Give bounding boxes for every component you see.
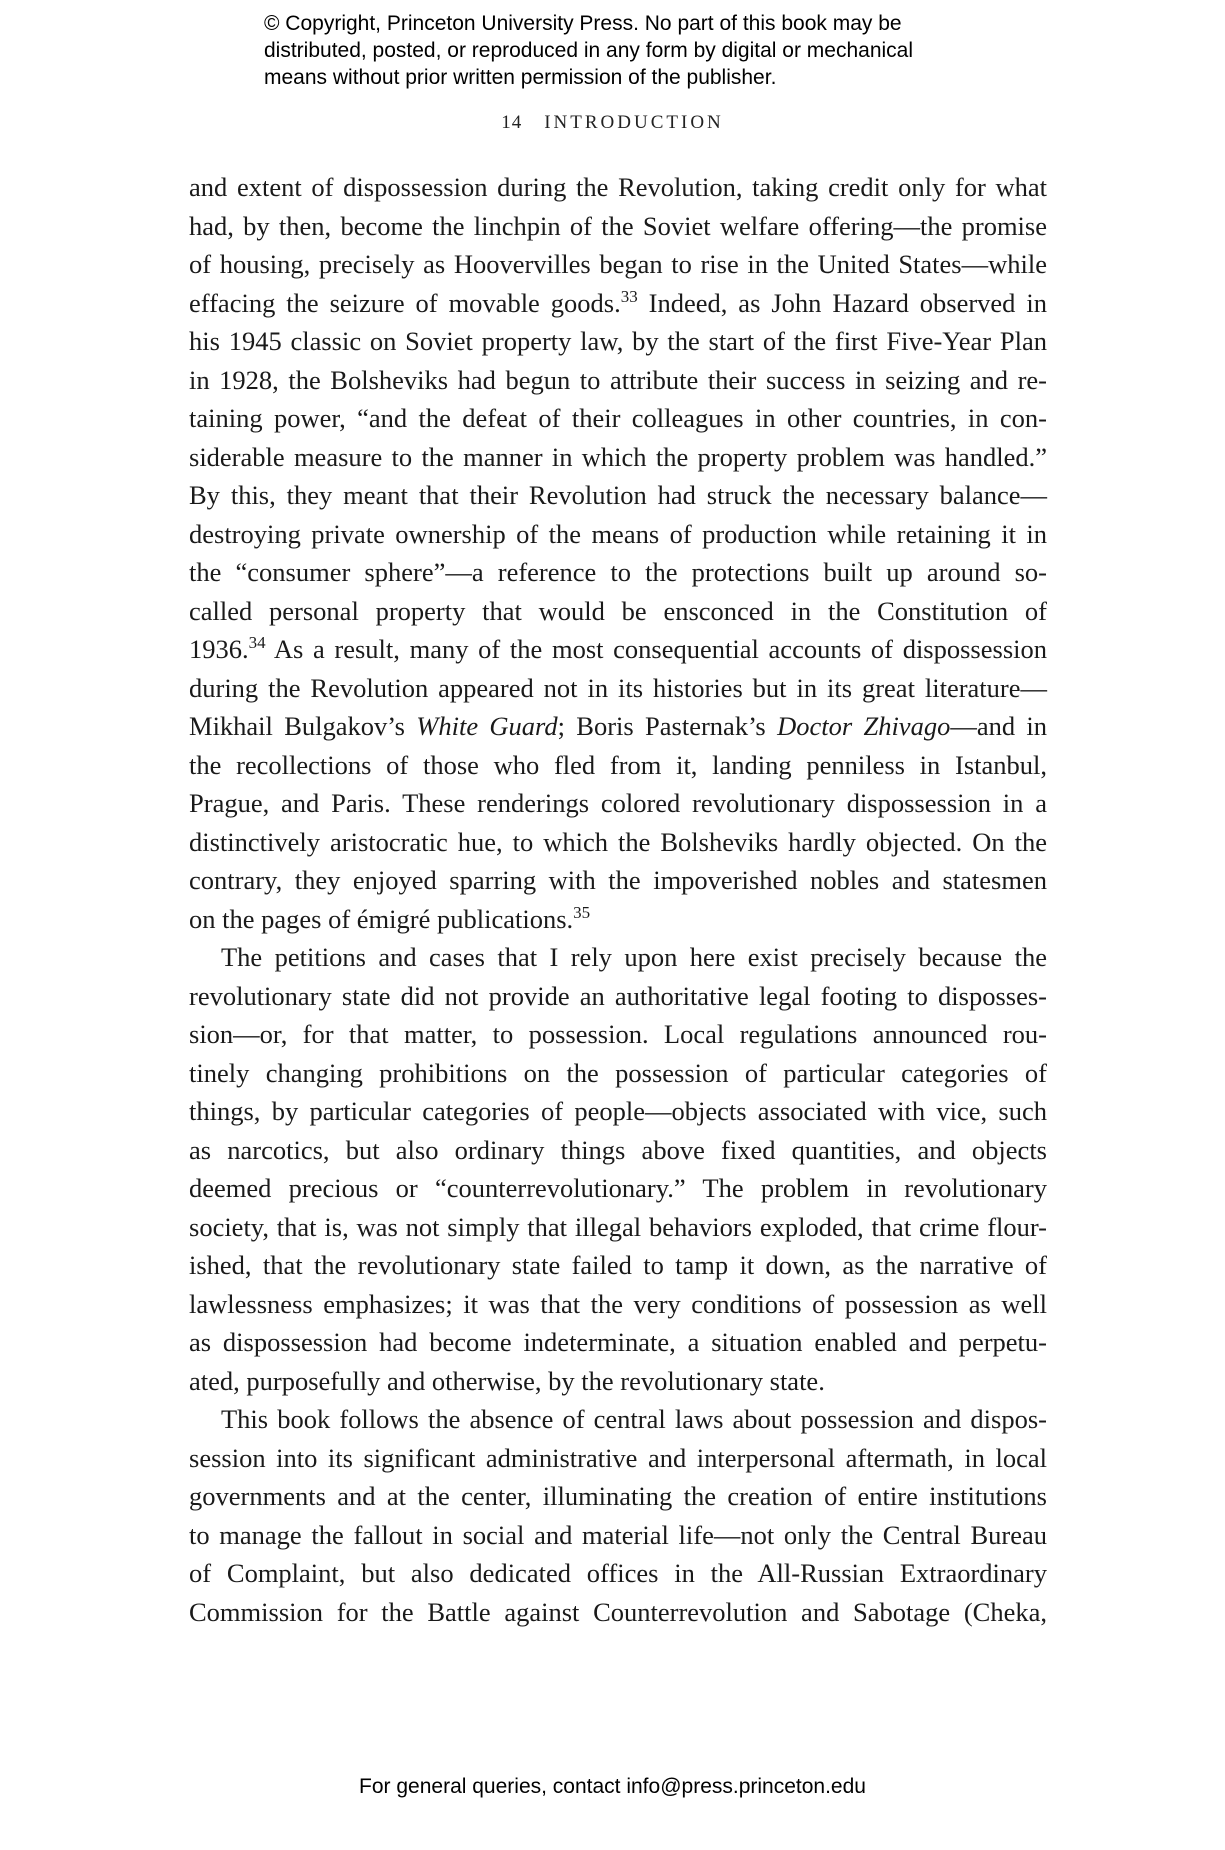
body-text <box>189 168 1047 1631</box>
copyright-line: © Copyright, Princeton University Press. No part of this book may be <box>264 12 902 35</box>
text-line: the recollections of those who fled from it, landing penniless in Istanbul, <box>189 749 1047 780</box>
text-line: distinctively aristocratic hue, to which the Bolsheviks hardly objected. On the <box>189 826 1047 857</box>
text-line: in 1928, the Bolsheviks had begun to attribute their success in seizing and re- <box>189 364 1047 395</box>
text-line: things, by particular categories of people—objects associated with vice, such <box>189 1096 1047 1126</box>
book-title: Doctor Zhivago <box>777 711 951 741</box>
copyright-line: distributed, posted, or reproduced in any form by digital or mechanical <box>264 39 914 62</box>
running-head <box>0 112 1225 134</box>
text-line: sion—or, for that matter, to possession. Local regulations announced rou- <box>189 1019 1047 1049</box>
text-line: session into its significant administrative and interpersonal aftermath, in local <box>189 1442 1047 1473</box>
text-line: to manage the fallout in social and material life—not only the Central Bureau <box>189 1519 1047 1550</box>
text-line: effacing the seizure of movable goods.$^{33}$ Indeed, as John Hazard observed in <box>189 286 1047 318</box>
page-number: 14 <box>501 112 523 133</box>
text-line: of housing, precisely as Hoovervilles began to rise in the United States—while <box>189 249 1047 279</box>
text-line: Mikhail Bulgakov’s White Guard; Boris Pasternak’s Doctor Zhivago—and in <box>189 711 1048 741</box>
text-line: deemed precious or “counterrevolutionary.” The problem in revolutionary <box>189 1173 1047 1203</box>
section-title: INTRODUCTION <box>544 112 724 133</box>
text-line: had, by then, become the linchpin of the Soviet welfare offering—the promise <box>189 210 1047 241</box>
text-line: as dispossession had become indeterminate, a situation enabled and perpetu- <box>189 1327 1047 1357</box>
text-line: 1936.34 As a result, many of the most consequential accounts of dispossession <box>189 633 1047 664</box>
text-line: By this, they meant that their Revolution had struck the necessary balance— <box>189 480 1047 510</box>
footnote-ref: 35 <box>573 902 591 922</box>
text-line: Prague, and Paris. These renderings colored revolutionary dispossession in a <box>189 788 1047 818</box>
text-line: taining power, “and the defeat of their colleagues in other countries, in con- <box>189 403 1047 433</box>
text-line: revolutionary state did not provide an authoritative legal footing to disposses- <box>189 980 1047 1011</box>
text-line: the “consumer sphere”—a reference to the protections built up around so- <box>189 557 1047 587</box>
book-title: White Guard <box>416 711 558 741</box>
text-line: ated, purposefully and otherwise, by the revolutionary state. <box>189 1365 825 1396</box>
text-line: on the pages of émigré publications.$^{35}$ <box>189 902 591 934</box>
text-line: siderable measure to the manner in which the property problem was handled.” <box>189 441 1047 472</box>
text-line: Commission for the Battle against Counterrevolution and Sabotage (Cheka, <box>189 1596 1047 1627</box>
text-line: governments and at the center, illuminating the creation of entire institutions <box>189 1481 1047 1511</box>
text-line: destroying private ownership of the means of production while retaining it in <box>189 518 1047 549</box>
text-line: lawlessness emphasizes; it was that the very conditions of possession as well <box>189 1288 1047 1319</box>
text-line: as narcotics, but also ordinary things above fixed quantities, and objects <box>189 1134 1047 1165</box>
text-line: of Complaint, but also dedicated offices in the All-Russian Extraordinary <box>189 1558 1047 1588</box>
copyright-line: means without prior written permission of the publisher. <box>264 66 777 89</box>
footnote-ref: 34 <box>248 633 266 652</box>
text-line: This book follows the absence of central laws about possession and dispos- <box>221 1404 1047 1434</box>
text-line: The petitions and cases that I rely upon here exist precisely because the <box>221 942 1047 972</box>
footnote-ref: 33 <box>620 286 638 306</box>
text-line: ished, that the revolutionary state failed to tamp it down, as the narrative of <box>189 1250 1047 1280</box>
text-line: and extent of dispossession during the Revolution, taking credit only for what <box>189 172 1047 202</box>
text-line: his 1945 classic on Soviet property law, by the start of the first Five-Year Plan <box>189 326 1047 356</box>
text-line: contrary, they enjoyed sparring with the impoverished nobles and statesmen <box>189 865 1047 895</box>
footer-contact: For general queries, contact info@press.princeton.edu <box>359 1775 866 1798</box>
copyright-notice <box>264 10 984 91</box>
text-line: tinely changing prohibitions on the possession of particular categories of <box>189 1057 1047 1088</box>
text-line: society, that is, was not simply that illegal behaviors exploded, that crime flour- <box>189 1211 1047 1242</box>
text-line: during the Revolution appeared not in its histories but in its great literature— <box>189 672 1047 703</box>
text-line: called personal property that would be ensconced in the Constitution of <box>189 595 1047 626</box>
